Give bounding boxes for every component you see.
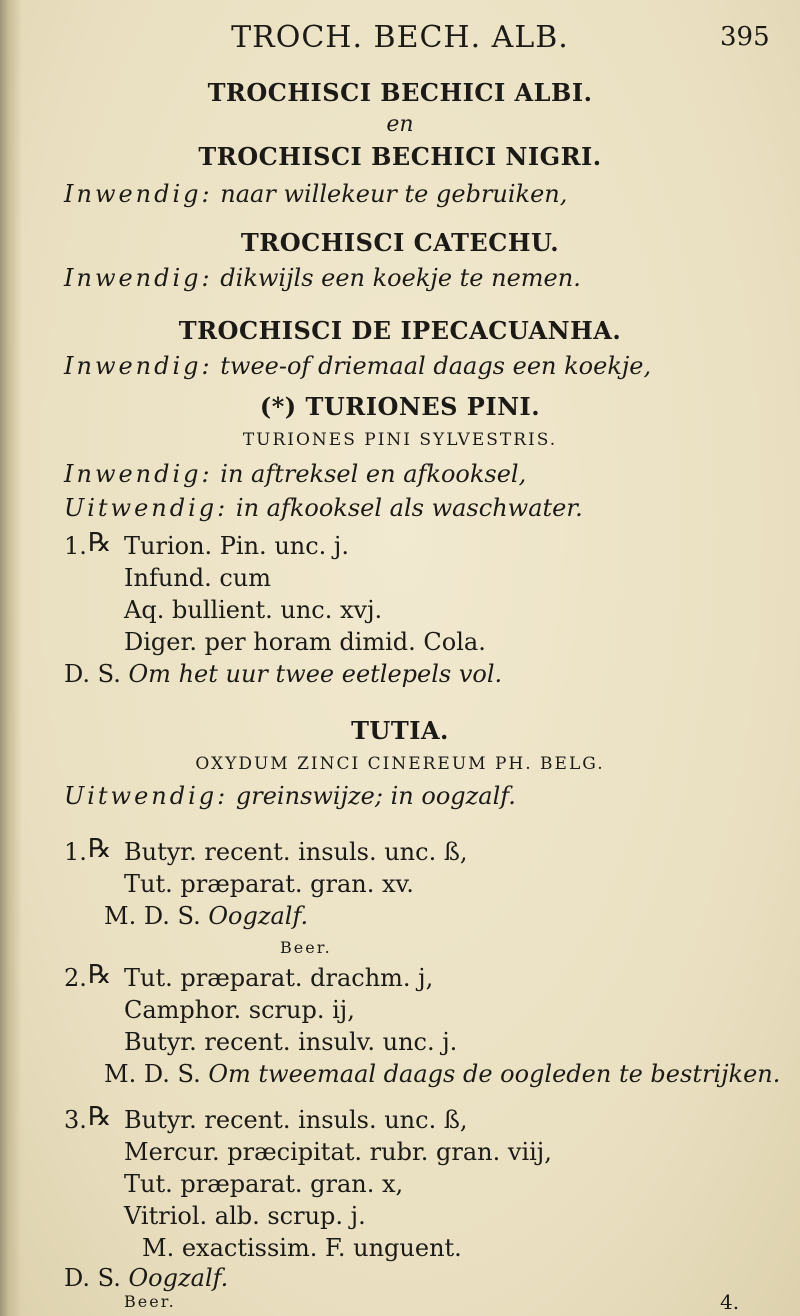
recipe-signa [104,1060,780,1088]
usage-line [64,352,651,380]
usage-line [64,180,567,208]
running-head: TROCH. BECH. ALB. [231,20,569,55]
recipe-line: Tut. præparat. gran. x, [124,1170,404,1198]
usage-label: Inwendig: [64,180,213,208]
recipe-signa [104,902,308,930]
usage-text: in aftreksel en afkooksel, [220,460,527,488]
usage-label: Uitwendig: [64,494,229,522]
recipe-line: Butyr. recent. insuls. unc. ß, [124,838,468,866]
section-title-turiones: (*) TURIONES PINI. [259,392,541,421]
signa-text: Om het uur twee eetlepels vol. [128,660,503,688]
recipe-number: 3. [64,1106,87,1134]
page-number: 395 [720,22,770,52]
usage-label: Inwendig: [64,264,213,292]
recipe-line: M. exactissim. F. unguent. [142,1234,462,1262]
recipe-number: 1. [64,532,87,560]
recipe-line: Butyr. recent. insuls. unc. ß, [124,1106,468,1134]
signa-label: D. S. [64,660,121,688]
recipe-line: Camphor. scrup. ij, [124,996,355,1024]
signa-text: Om tweemaal daags de oogleden te bestrijken. [208,1060,781,1088]
signa-label: D. S. [64,1264,121,1292]
recipe-signa [64,660,502,688]
signa-label: M. D. S. [104,1060,201,1088]
usage-label: Inwendig: [64,352,213,380]
usage-label: Inwendig: [64,460,213,488]
usage-line-external [64,494,583,522]
recipe-line: Turion. Pin. unc. j. [124,532,349,560]
recipe-line: Vitriol. alb. scrup. j. [124,1202,366,1230]
recipe-symbol-icon: ℞ [88,528,112,558]
signa-text: Oogzalf. [208,902,309,930]
signa-text: Oogzalf. [128,1264,229,1292]
recipe-author: Beer. [124,1292,176,1311]
section-subtitle-tutia: OXYDUM ZINCI CINEREUM PH. BELG. [195,754,605,774]
recipe-line: Mercur. præcipitat. rubr. gran. viij, [124,1138,552,1166]
page-gutter-shadow [0,0,22,1316]
recipe-symbol-icon: ℞ [88,960,112,990]
usage-text: twee-of driemaal daags een koekje, [220,352,652,380]
recipe-line: Tut. præparat. gran. xv. [124,870,414,898]
section-title-ipecacuanha: TROCHISCI DE IPECACUANHA. [178,316,622,345]
recipe-line: Butyr. recent. insulv. unc. j. [124,1028,458,1056]
recipe-symbol-icon: ℞ [88,1102,112,1132]
recipe-number: 1. [64,838,87,866]
usage-text: dikwijls een koekje te nemen. [220,264,581,292]
section-title-tutia: TUTIA. [351,716,449,745]
recipe-line: Aq. bullient. unc. xvj. [124,596,383,624]
recipe-number: 2. [64,964,87,992]
recipe-signa [64,1264,228,1292]
usage-text: naar willekeur te gebruiken, [220,180,568,208]
section-title-albi: TROCHISCI BECHICI ALBI. [207,78,593,107]
usage-line [64,782,516,810]
recipe-symbol-icon: ℞ [88,834,112,864]
signa-label: M. D. S. [104,902,201,930]
catchword: 4. [720,1290,740,1314]
recipe-author: Beer. [280,938,332,957]
usage-text: in afkooksel als waschwater. [235,494,583,522]
recipe-line: Diger. per horam dimid. Cola. [124,628,486,656]
section-subtitle-turiones: TURIONES PINI SYLVESTRIS. [242,430,558,450]
section-title-nigri: TROCHISCI BECHICI NIGRI. [198,142,602,171]
usage-line [64,460,526,488]
section-title-catechu: TROCHISCI CATECHU. [240,228,560,257]
recipe-line: Infund. cum [124,564,272,592]
usage-label: Uitwendig: [64,782,229,810]
usage-text: greinswijze; in oogzalf. [235,782,516,810]
section-conjunction: en [386,112,414,137]
recipe-line: Tut. præparat. drachm. j, [124,964,434,992]
usage-line [64,264,581,292]
